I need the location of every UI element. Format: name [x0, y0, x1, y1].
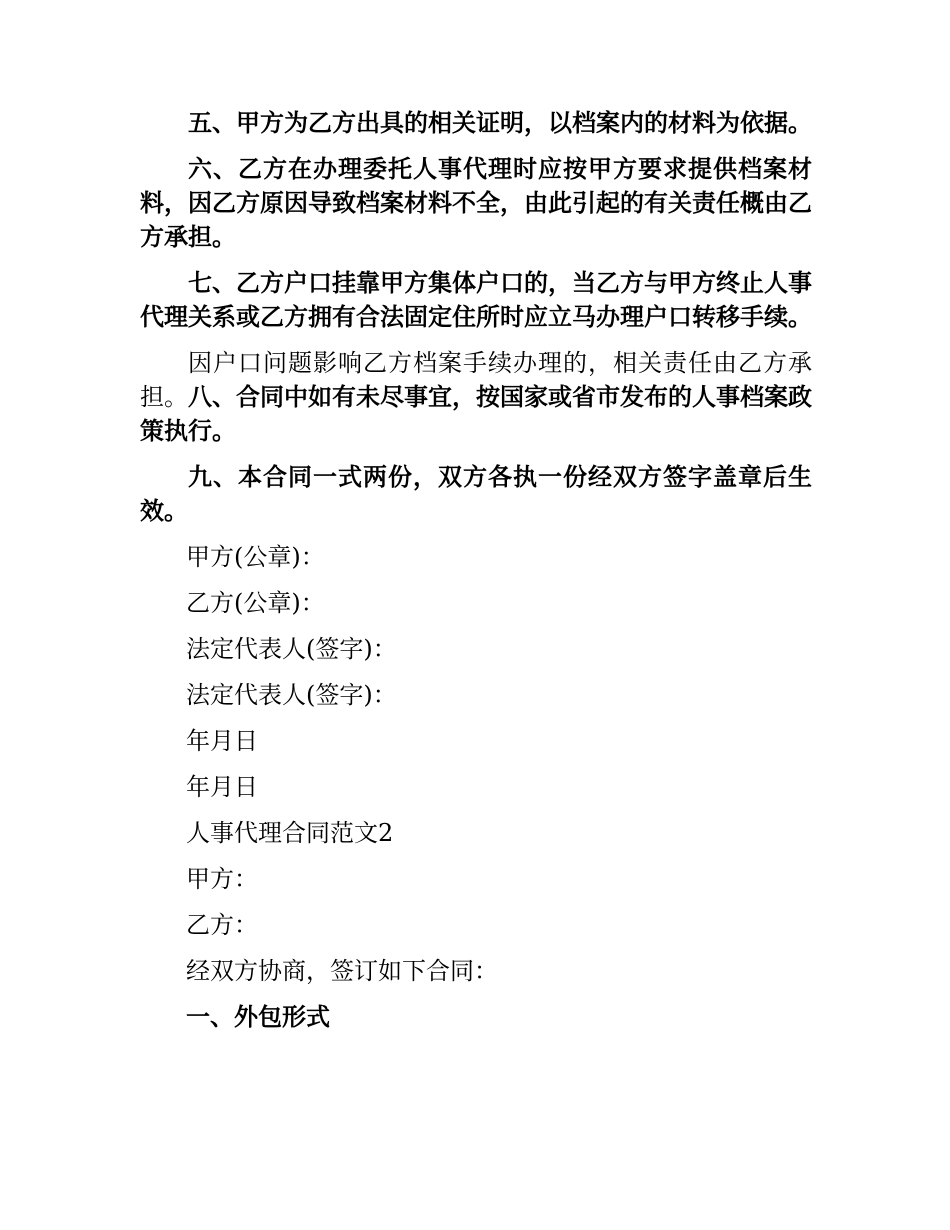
section-1-heading: 一、外包形式	[186, 1002, 330, 1031]
sample-title: 人事代理合同范文2	[186, 819, 394, 847]
intro-line: 经双方协商，签订如下合同：	[186, 957, 498, 985]
date-a: 年月日	[186, 727, 258, 755]
party-b: 乙方：	[186, 911, 258, 939]
party-a: 甲方：	[186, 865, 258, 893]
clause-9: 九、本合同一式两份，双方各执一份经双方签字盖章后生效。	[140, 462, 812, 525]
date-b: 年月日	[186, 773, 258, 801]
clause-7-note-paragraph	[140, 346, 812, 448]
party-b-seal: 乙方(公章)：	[186, 589, 325, 617]
clause-7-note: 因户口问题影响乙方档案手续办理的，相关责任由乙方承担。	[140, 349, 812, 411]
legal-rep-b: 法定代表人(签字)：	[186, 681, 397, 709]
clause-5: 五、甲方为乙方出具的相关证明，以档案内的材料为依据。	[188, 108, 812, 137]
document-body	[140, 106, 812, 1046]
clause-8: 八、合同中如有未尽事宜，按国家或省市发布的人事档案政策执行。	[140, 382, 812, 445]
legal-rep-a: 法定代表人(签字)：	[186, 635, 397, 663]
clause-6: 六、乙方在办理委托人事代理时应按甲方要求提供档案材料，因乙方原因导致档案材料不全，由此引起的有关责任概由乙方承担。	[140, 154, 812, 251]
party-a-seal: 甲方(公章)：	[186, 543, 325, 571]
clause-7: 七、乙方户口挂靠甲方集体户口的，当乙方与甲方终止人事代理关系或乙方拥有合法固定住所时应立马办理户口转移手续。	[140, 268, 812, 331]
